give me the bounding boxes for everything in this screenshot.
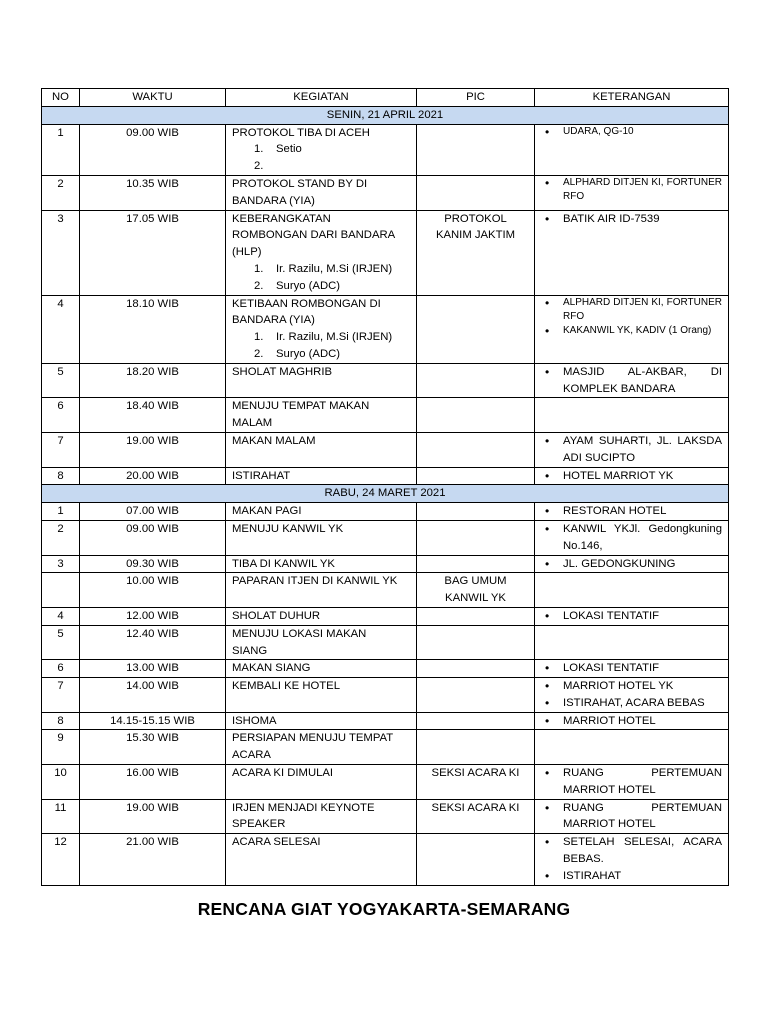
notes-item: • KAKANWIL YK, KADIV (1 Orang) xyxy=(541,324,722,338)
row-time: 14.15-15.15 WIB xyxy=(80,712,226,730)
row-notes xyxy=(535,432,729,467)
table-row xyxy=(42,607,729,625)
row-time: 19.00 WIB xyxy=(80,432,226,467)
row-activity xyxy=(226,678,417,713)
row-number: 11 xyxy=(42,799,80,834)
sub-item-text: Suryo (ADC) xyxy=(276,279,341,292)
table-row xyxy=(42,765,729,800)
table-row xyxy=(42,210,729,295)
sub-item-text: Ir. Razilu, M.Si (IRJEN) xyxy=(276,331,393,344)
row-time: 15.30 WIB xyxy=(80,730,226,765)
row-time: 18.10 WIB xyxy=(80,295,226,363)
notes-item: • KANWIL YKJl. Gedongkuning No.146, xyxy=(541,521,722,555)
table-row xyxy=(42,834,729,885)
row-number: 2 xyxy=(42,175,80,210)
sub-item-number: 2. xyxy=(254,279,264,292)
activity-line: (HLP) xyxy=(232,246,262,259)
pic-line: PROTOKOL xyxy=(444,212,507,225)
row-time: 12.00 WIB xyxy=(80,607,226,625)
notes-item: • BATIK AIR ID-7539 xyxy=(541,211,722,228)
row-time: 21.00 WIB xyxy=(80,834,226,885)
activity-line: SHOLAT DUHUR xyxy=(232,609,321,622)
notes-item: • LOKASI TENTATIF xyxy=(541,660,722,677)
pic-line: SEKSI ACARA KI xyxy=(431,801,520,814)
row-notes xyxy=(535,363,729,398)
activity-sub-item xyxy=(232,278,410,295)
row-notes xyxy=(535,678,729,713)
notes-item: • LOKASI TENTATIF xyxy=(541,608,722,625)
notes-list xyxy=(541,503,722,520)
notes-list xyxy=(541,211,722,228)
header-time: WAKTU xyxy=(80,89,226,107)
pic-line: SEKSI ACARA KI xyxy=(431,767,520,780)
row-time: 10.35 WIB xyxy=(80,175,226,210)
row-time: 17.05 WIB xyxy=(80,210,226,295)
notes-list xyxy=(541,125,722,139)
row-pic xyxy=(417,520,535,555)
pic-line: BAG UMUM xyxy=(444,575,507,588)
schedule-table xyxy=(41,88,729,886)
activity-line: SHOLAT MAGHRIB xyxy=(232,365,333,378)
notes-item: • MARRIOT HOTEL xyxy=(541,713,722,730)
activity-line: BANDARA (YIA) xyxy=(232,194,315,207)
activity-line: KETIBAAN ROMBONGAN DI xyxy=(232,297,381,310)
notes-list xyxy=(541,176,722,204)
row-time: 10.00 WIB xyxy=(80,573,226,608)
page-title: RENCANA GIAT YOGYAKARTA-SEMARANG xyxy=(197,899,571,919)
row-number: 7 xyxy=(42,678,80,713)
row-notes xyxy=(535,765,729,800)
activity-line: KEMBALI KE HOTEL xyxy=(232,680,340,693)
activity-line: PROTOKOL STAND BY DI xyxy=(232,177,368,190)
notes-item: • AYAM SUHARTI, JL. LAKSDA ADI SUCIPTO xyxy=(541,433,722,467)
row-activity xyxy=(226,363,417,398)
table-row xyxy=(42,520,729,555)
row-activity xyxy=(226,712,417,730)
activity-sub-item xyxy=(232,329,410,346)
row-pic xyxy=(417,625,535,660)
row-activity xyxy=(226,765,417,800)
activity-line: BANDARA (YIA) xyxy=(232,314,315,327)
row-number: 4 xyxy=(42,295,80,363)
notes-item: • ALPHARD DITJEN KI, FORTUNER RFO xyxy=(541,296,722,324)
notes-item: • MASJID AL-AKBAR, DI KOMPLEK BANDARA xyxy=(541,364,722,398)
activity-line: TIBA DI KANWIL YK xyxy=(232,557,335,570)
row-notes xyxy=(535,573,729,608)
notes-list xyxy=(541,433,722,467)
row-pic xyxy=(417,432,535,467)
activity-line: ACARA KI DIMULAI xyxy=(232,767,334,780)
notes-item: • UDARA, QG-10 xyxy=(541,125,722,139)
table-row xyxy=(42,625,729,660)
row-notes xyxy=(535,124,729,175)
row-pic xyxy=(417,607,535,625)
activity-sub-item xyxy=(232,346,410,363)
activity-line: KEBERANGKATAN xyxy=(232,212,331,225)
row-number: 3 xyxy=(42,210,80,295)
row-number: 12 xyxy=(42,834,80,885)
activity-line: MALAM xyxy=(232,417,273,430)
pic-line: KANIM JAKTIM xyxy=(435,229,516,242)
notes-list xyxy=(541,678,722,712)
notes-item: • MARRIOT HOTEL YK xyxy=(541,678,722,695)
row-pic xyxy=(417,555,535,573)
row-activity xyxy=(226,660,417,678)
sub-item-text: Setio xyxy=(276,143,302,156)
activity-line: MAKAN PAGI xyxy=(232,505,302,518)
row-number: 3 xyxy=(42,555,80,573)
section-row xyxy=(42,106,729,124)
notes-item: • SETELAH SELESAI, ACARA BEBAS. xyxy=(541,834,722,868)
row-pic xyxy=(417,363,535,398)
notes-item: • RESTORAN HOTEL xyxy=(541,503,722,520)
notes-list xyxy=(541,800,722,834)
activity-line: MAKAN MALAM xyxy=(232,434,316,447)
row-notes xyxy=(535,799,729,834)
row-notes xyxy=(535,712,729,730)
pic-line: KANWIL YK xyxy=(445,592,506,605)
table-row xyxy=(42,660,729,678)
row-pic xyxy=(417,730,535,765)
row-time: 18.40 WIB xyxy=(80,398,226,433)
row-pic xyxy=(417,175,535,210)
row-activity xyxy=(226,520,417,555)
table-row xyxy=(42,799,729,834)
row-pic xyxy=(417,467,535,485)
row-number xyxy=(42,573,80,608)
activity-line: ISHOMA xyxy=(232,714,277,727)
row-time: 16.00 WIB xyxy=(80,765,226,800)
row-notes xyxy=(535,660,729,678)
header-activity: KEGIATAN xyxy=(226,89,417,107)
header-notes: KETERANGAN xyxy=(535,89,729,107)
row-number: 4 xyxy=(42,607,80,625)
row-notes xyxy=(535,834,729,885)
row-pic xyxy=(417,712,535,730)
row-activity xyxy=(226,295,417,363)
sub-item-text: Suryo (ADC) xyxy=(276,347,341,360)
row-pic xyxy=(417,799,535,834)
table-row xyxy=(42,124,729,175)
row-notes xyxy=(535,503,729,521)
row-notes xyxy=(535,175,729,210)
row-pic xyxy=(417,660,535,678)
row-pic xyxy=(417,124,535,175)
activity-line: SPEAKER xyxy=(232,818,286,831)
notes-item: • ISTIRAHAT xyxy=(541,868,722,885)
activity-line: SIANG xyxy=(232,644,268,657)
row-number: 5 xyxy=(42,625,80,660)
notes-list xyxy=(541,296,722,338)
row-number: 1 xyxy=(42,503,80,521)
activity-line: MENUJU KANWIL YK xyxy=(232,522,344,535)
row-number: 6 xyxy=(42,398,80,433)
activity-line: ISTIRAHAT xyxy=(232,469,291,482)
notes-list xyxy=(541,364,722,398)
row-number: 6 xyxy=(42,660,80,678)
row-notes xyxy=(535,730,729,765)
sub-item-number: 1. xyxy=(254,143,264,156)
notes-item: • JL. GEDONGKUNING xyxy=(541,556,722,573)
row-notes xyxy=(535,398,729,433)
row-notes xyxy=(535,625,729,660)
row-activity xyxy=(226,625,417,660)
row-activity xyxy=(226,555,417,573)
row-number: 10 xyxy=(42,765,80,800)
notes-list xyxy=(541,556,722,573)
notes-list xyxy=(541,521,722,555)
sub-item-text: Ir. Razilu, M.Si (IRJEN) xyxy=(276,262,393,275)
section-date-label: SENIN, 21 APRIL 2021 xyxy=(42,106,729,124)
activity-sub-item xyxy=(232,141,410,158)
notes-list xyxy=(541,834,722,884)
row-time: 12.40 WIB xyxy=(80,625,226,660)
notes-item: • ALPHARD DITJEN KI, FORTUNER RFO xyxy=(541,176,722,204)
row-number: 2 xyxy=(42,520,80,555)
table-row xyxy=(42,467,729,485)
row-activity xyxy=(226,398,417,433)
row-notes xyxy=(535,467,729,485)
activity-line: MENUJU TEMPAT MAKAN xyxy=(232,400,370,413)
row-activity xyxy=(226,467,417,485)
row-activity xyxy=(226,607,417,625)
row-time: 14.00 WIB xyxy=(80,678,226,713)
row-activity xyxy=(226,124,417,175)
table-row xyxy=(42,175,729,210)
header-no: NO xyxy=(42,89,80,107)
activity-line: ACARA SELESAI xyxy=(232,836,321,849)
sub-item-number: 2. xyxy=(254,160,264,173)
row-activity xyxy=(226,799,417,834)
table-row xyxy=(42,295,729,363)
activity-sub-item xyxy=(232,158,410,175)
notes-item: • HOTEL MARRIOT YK xyxy=(541,468,722,485)
row-pic xyxy=(417,503,535,521)
row-pic xyxy=(417,398,535,433)
row-time: 18.20 WIB xyxy=(80,363,226,398)
row-number: 8 xyxy=(42,467,80,485)
row-number: 9 xyxy=(42,730,80,765)
notes-item: • RUANG PERTEMUAN MARRIOT HOTEL xyxy=(541,765,722,799)
section-row xyxy=(42,485,729,503)
row-activity xyxy=(226,210,417,295)
row-pic xyxy=(417,678,535,713)
activity-line: MENUJU LOKASI MAKAN xyxy=(232,627,367,640)
row-activity xyxy=(226,175,417,210)
activity-line: MAKAN SIANG xyxy=(232,662,311,675)
row-activity xyxy=(226,573,417,608)
notes-list xyxy=(541,660,722,677)
activity-line: ROMBONGAN DARI BANDARA xyxy=(232,229,396,242)
sub-item-text xyxy=(254,158,410,175)
row-pic xyxy=(417,210,535,295)
header-pic: PIC xyxy=(417,89,535,107)
row-time: 09.30 WIB xyxy=(80,555,226,573)
table-row xyxy=(42,503,729,521)
row-activity xyxy=(226,432,417,467)
row-notes xyxy=(535,555,729,573)
row-time: 07.00 WIB xyxy=(80,503,226,521)
row-number: 7 xyxy=(42,432,80,467)
notes-item: • RUANG PERTEMUAN MARRIOT HOTEL xyxy=(541,800,722,834)
section-date-label: RABU, 24 MARET 2021 xyxy=(42,485,729,503)
table-row xyxy=(42,678,729,713)
row-notes xyxy=(535,607,729,625)
row-number: 5 xyxy=(42,363,80,398)
row-pic xyxy=(417,573,535,608)
header-row xyxy=(42,89,729,107)
sub-item-number: 2. xyxy=(254,347,264,360)
row-number: 1 xyxy=(42,124,80,175)
row-pic xyxy=(417,834,535,885)
row-time: 13.00 WIB xyxy=(80,660,226,678)
activity-line: ACARA xyxy=(232,749,271,762)
row-number: 8 xyxy=(42,712,80,730)
notes-list xyxy=(541,608,722,625)
table-row xyxy=(42,432,729,467)
activity-line: PROTOKOL TIBA DI ACEH xyxy=(232,126,370,139)
row-time: 09.00 WIB xyxy=(80,124,226,175)
table-row xyxy=(42,398,729,433)
row-pic xyxy=(417,295,535,363)
notes-list xyxy=(541,468,722,485)
activity-line: PAPARAN ITJEN DI KANWIL YK xyxy=(232,575,398,588)
table-row xyxy=(42,363,729,398)
activity-sub-item xyxy=(232,261,410,278)
row-activity xyxy=(226,834,417,885)
table-row xyxy=(42,573,729,608)
notes-list xyxy=(541,765,722,799)
sub-item-number: 1. xyxy=(254,331,264,344)
schedule-body xyxy=(42,106,729,885)
row-time: 20.00 WIB xyxy=(80,467,226,485)
notes-list xyxy=(541,713,722,730)
row-notes xyxy=(535,210,729,295)
table-row xyxy=(42,555,729,573)
row-notes xyxy=(535,295,729,363)
table-row xyxy=(42,730,729,765)
table-row xyxy=(42,712,729,730)
row-time: 09.00 WIB xyxy=(80,520,226,555)
sub-item-number: 1. xyxy=(254,262,264,275)
activity-line: IRJEN MENJADI KEYNOTE xyxy=(232,801,375,814)
row-activity xyxy=(226,730,417,765)
row-pic xyxy=(417,765,535,800)
activity-line: PERSIAPAN MENUJU TEMPAT xyxy=(232,732,394,745)
row-activity xyxy=(226,503,417,521)
row-notes xyxy=(535,520,729,555)
row-time: 19.00 WIB xyxy=(80,799,226,834)
notes-item: • ISTIRAHAT, ACARA BEBAS xyxy=(541,695,722,712)
